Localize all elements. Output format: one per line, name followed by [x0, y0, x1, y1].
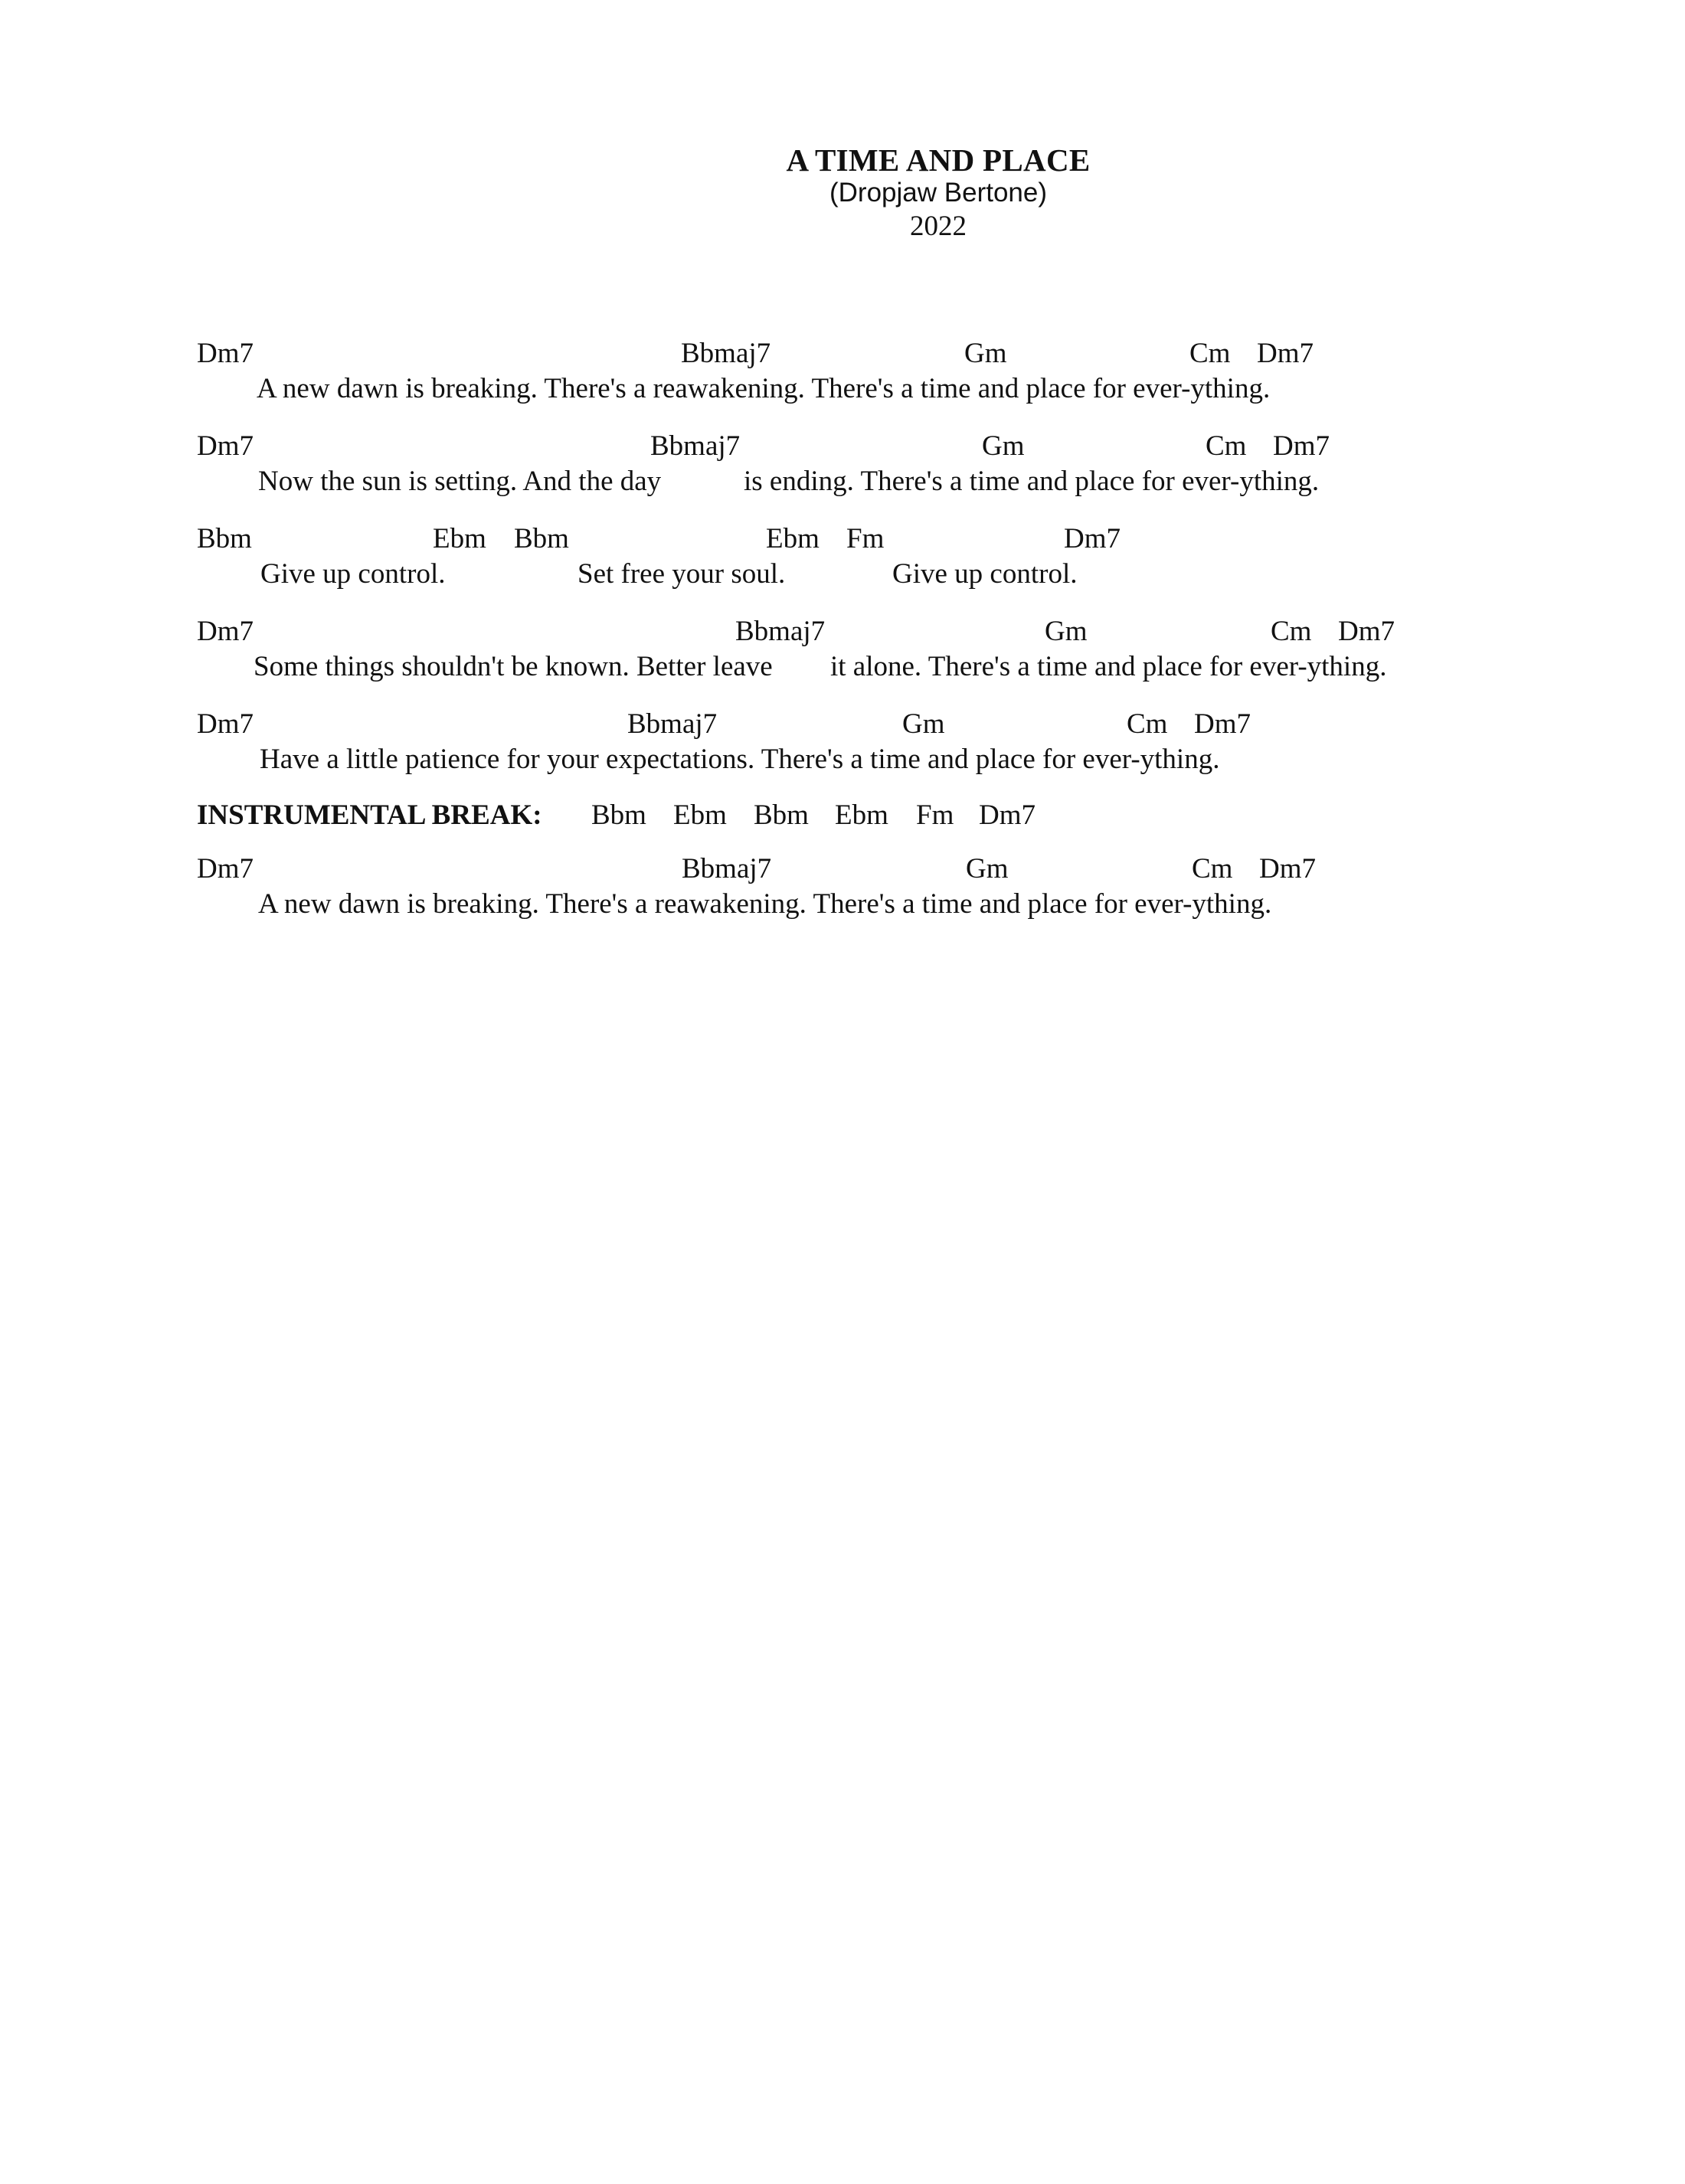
chord: Cm [1206, 430, 1247, 462]
lyric-line-4 [0, 650, 1685, 684]
chord: Ebm [835, 799, 888, 831]
chord: Dm7 [1257, 338, 1314, 369]
chord: Bbmaj7 [735, 616, 826, 647]
chord: Bbm [754, 799, 809, 831]
chord: Dm7 [197, 338, 254, 369]
chord: Bbm [591, 799, 646, 831]
chord: Bbmaj7 [650, 430, 741, 462]
instrumental-break [0, 799, 1685, 832]
lyric: Set free your soul. [577, 558, 786, 590]
chord-line-1 [0, 337, 1685, 371]
lyric: A new dawn is breaking. There's a reawakening. There's a time and place for ever-ything. [258, 888, 1272, 920]
chord: Bbmaj7 [681, 338, 771, 369]
lyric: it alone. There's a time and place for ever-ything. [830, 651, 1387, 682]
chord: Dm7 [197, 853, 254, 884]
song-title: A TIME AND PLACE [786, 142, 1091, 178]
chord: Dm7 [1064, 523, 1121, 554]
lyric-line-2 [0, 465, 1685, 499]
chord: Cm [1271, 616, 1312, 647]
chord: Ebm [766, 523, 820, 554]
chord-line-6 [0, 852, 1685, 886]
chord: Dm7 [1259, 853, 1316, 884]
chord: Dm7 [197, 430, 254, 462]
chord: Cm [1192, 853, 1233, 884]
chord: Dm7 [1194, 708, 1251, 740]
lyric-line-3 [0, 557, 1685, 591]
chord-line-3 [0, 522, 1685, 556]
chord: Cm [1189, 338, 1231, 369]
chord: Gm [902, 708, 945, 740]
chord: Dm7 [197, 616, 254, 647]
chord-line-2 [0, 430, 1685, 463]
chord: Dm7 [979, 799, 1036, 831]
chord: Fm [916, 799, 954, 831]
lyric: Give up control. [892, 558, 1078, 590]
chord: Dm7 [197, 708, 254, 740]
chord: Bbm [197, 523, 252, 554]
chord: Bbmaj7 [627, 708, 718, 740]
lyric-line-5 [0, 743, 1685, 776]
chord: Dm7 [1338, 616, 1395, 647]
lyric: Now the sun is setting. And the day [258, 466, 662, 497]
instrumental-label: INSTRUMENTAL BREAK: [197, 799, 542, 831]
lyric: Some things shouldn't be known. Better leave [254, 651, 773, 682]
chord: Bbmaj7 [682, 853, 772, 884]
lyric-line-6 [0, 888, 1685, 921]
chord: Fm [846, 523, 885, 554]
chord-line-4 [0, 615, 1685, 649]
chord: Gm [964, 338, 1007, 369]
lyric: Have a little patience for your expectations. There's a time and place for ever-ything. [260, 744, 1220, 775]
chord: Ebm [433, 523, 486, 554]
chord: Dm7 [1273, 430, 1330, 462]
lyric: A new dawn is breaking. There's a reawakening. There's a time and place for ever-ything. [257, 373, 1271, 404]
chord: Ebm [673, 799, 727, 831]
song-year: 2022 [910, 211, 967, 242]
song-author: (Dropjaw Bertone) [829, 178, 1047, 208]
chord-line-5 [0, 708, 1685, 741]
chord: Gm [1045, 616, 1088, 647]
chord: Gm [966, 853, 1009, 884]
chord: Gm [982, 430, 1025, 462]
chord: Cm [1127, 708, 1168, 740]
chord: Bbm [514, 523, 569, 554]
lyric-line-1 [0, 372, 1685, 406]
song-header [0, 142, 1685, 245]
lyric: is ending. There's a time and place for ever-ything. [744, 466, 1320, 497]
lyric: Give up control. [260, 558, 446, 590]
